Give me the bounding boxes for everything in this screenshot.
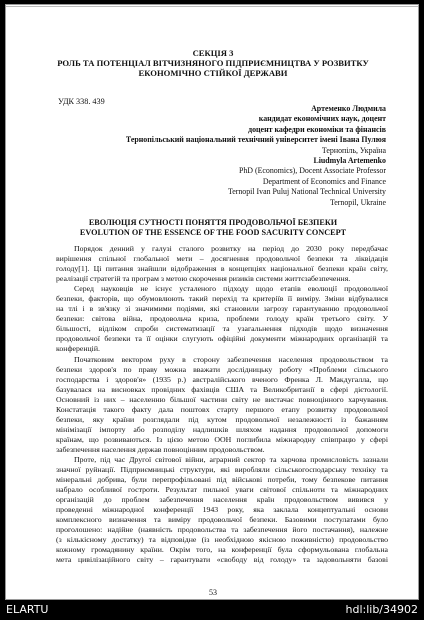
body-line: (з кількісному достатку) та відповідне (із необхідною якісною поживністю) продовольство [56, 535, 388, 545]
handle-identifier: hdl:lib/34902 [345, 603, 418, 616]
author-name-en: Liudmyla Artemenko [313, 155, 386, 165]
author-university-en: Ternopil Ivan Puluj National Technical University [227, 187, 386, 197]
body-line: безпеки, факторів, що обумовлюють такий перехід та критеріїв її виміру. Зміни відбувалися [56, 294, 388, 304]
author-position-ua: доцент кафедри економіки та фінансів [248, 124, 386, 134]
body-line: безпеки здоров'я по праву можна вважати дослідницьку роботу «Проблеми сільського [56, 364, 388, 374]
body-line: Серед науковців не існує усталеного підходу щодо етапів еволюції продовольчої [74, 284, 388, 294]
article-title-ua: ЕВОЛЮЦІЯ СУТНОСТІ ПОНЯТТЯ ПРОДОВОЛЬЧОЇ БЕЗПЕКИ [88, 218, 338, 227]
body-line: господарства і здоров'я» (1935 р.) австралійського вченого Френка Л. Макдугалла, що [56, 374, 388, 384]
body-line: Основний із них – населенню більшої частини світу не вистачає повноцінного харчування. [56, 394, 388, 404]
body-line: Порядок денний у галузі сталого розвитку на період до 2030 року передбачає [74, 244, 388, 253]
body-line: базувалася на висновках провідних фахівців США та Великобританії в сфері дієтології. [56, 384, 388, 394]
author-city-en: Ternopil, Ukraine [330, 197, 386, 207]
author-university-ua: Тернопільський національний технічний університет імені Івана Пулюя [125, 135, 386, 145]
body-line: реалізації стратегій та програм з метою скорочення ризиків системи життєзабезпечення. [56, 274, 351, 284]
body-line: проведенні міжнародної конференції 1943 року, яка заклала концептуальні основи [56, 505, 388, 515]
author-dept-en: Department of Economics and Finance [262, 176, 386, 186]
body-line: Проте, під час Другої світової війни, аграрний сектор та харчова промисловість зазнали [74, 454, 388, 464]
body-line: вирішення спільної глобальної мети – досягнення продовольчої безпеки та ліквідація [56, 254, 388, 264]
author-city-ua: Тернопіль, Україна [321, 145, 386, 155]
body-line: проголошено: надійне (наявність продовольства та забезпечення його постачання), належне [56, 525, 388, 535]
article-title-en: EVOLUTION OF THE ESSENCE OF THE FOOD SACURITY CONCEPT [79, 228, 347, 237]
body-line: значної руйнації. Підприємницькі структури, які виробляли сільськогосподарську техніку та [56, 465, 388, 475]
author-name-ua: Артеменко Людмила [311, 104, 386, 113]
udk-code: УДК 338. 439 [58, 97, 105, 106]
body-line: продовольчої безпеки та її оцінки слугують офіційні документи міжнародних організацій та [56, 334, 388, 344]
body-line: конференцій. [56, 344, 100, 354]
document-page [5, 4, 419, 600]
body-line: безпеки: світова війна, продовольча криза, проблеми голоду країн третього світу. У [56, 314, 388, 324]
body-line: кожному громадянину країни. Окрім того, на конференції була сформульована глобальна [56, 545, 388, 555]
body-line: безпеки, яку країни розглядали під кутом продовольчої незалежності із бажанням [56, 414, 388, 424]
body-line: мінімізації імпорту або розподілу надлишків шляхом надання продовольчої допомоги [56, 424, 388, 434]
body-line: забезпечення населення держав повноцінним продовольством. [56, 444, 265, 454]
body-line: голоду[1]. Ці питання знайшли відображення в концепціях національної безпеки країн світу, [56, 264, 388, 274]
author-degree-en: PhD (Economics), Docent Associate Professor [238, 166, 386, 176]
body-line: комплексного визначення та виміру продовольчої безпеки. Базовими постулатами було [56, 515, 388, 525]
body-line: набрало особливої гостроти. Результат пильної уваги світової спільноти та міжнародних [56, 485, 388, 495]
article-body [56, 244, 388, 566]
body-line: мета цивілізаційного світу – гарантувати «свободу від голоду» та задовольняти базові [56, 555, 388, 565]
page-number: 53 [209, 588, 217, 597]
body-line: Початковим вектором руху в сторону забезпечення населення продовольством та [74, 354, 388, 364]
body-line: на тлі і в зв'язку зі значимими подіями, які становили загрозу гарантуванню продовольчої [56, 304, 388, 314]
repository-name: ELARTU [6, 603, 49, 616]
body-line: Констатація такого факту дала поштовх старту першого етапу розвитку продовольчої [56, 404, 388, 414]
author-degree-ua: кандидат економічних наук, доцент [258, 114, 386, 124]
author-info [126, 104, 386, 208]
body-line: країнам, що розвиваються. Із цією метою ООН поглибила міжнародну співпрацю у сфері [56, 434, 388, 444]
section-title-line-2: ЕКОНОМІЧНО СТІЙКОЇ ДЕРЖАВИ [138, 68, 288, 78]
body-line: більшості, відліком спроби систематизації та узагальнення підходів щодо визначення [56, 324, 388, 334]
section-number: СЕКЦІЯ 3 [192, 48, 234, 58]
body-line: організацій до проблем забезпечення населення країн продовольством вивився у [56, 495, 388, 505]
page-top-edge [6, 6, 418, 7]
body-line: мінеральні добрива, були перепрофільовані під військові потреби, тому безпекове питання [56, 475, 388, 485]
section-title-line-1: РОЛЬ ТА ПОТЕНЦІАЛ ВІТЧИЗНЯНОГО ПІДПРИЄМНИЦТВА У РОЗВИТКУ [57, 58, 369, 68]
viewer-footer [0, 600, 424, 620]
